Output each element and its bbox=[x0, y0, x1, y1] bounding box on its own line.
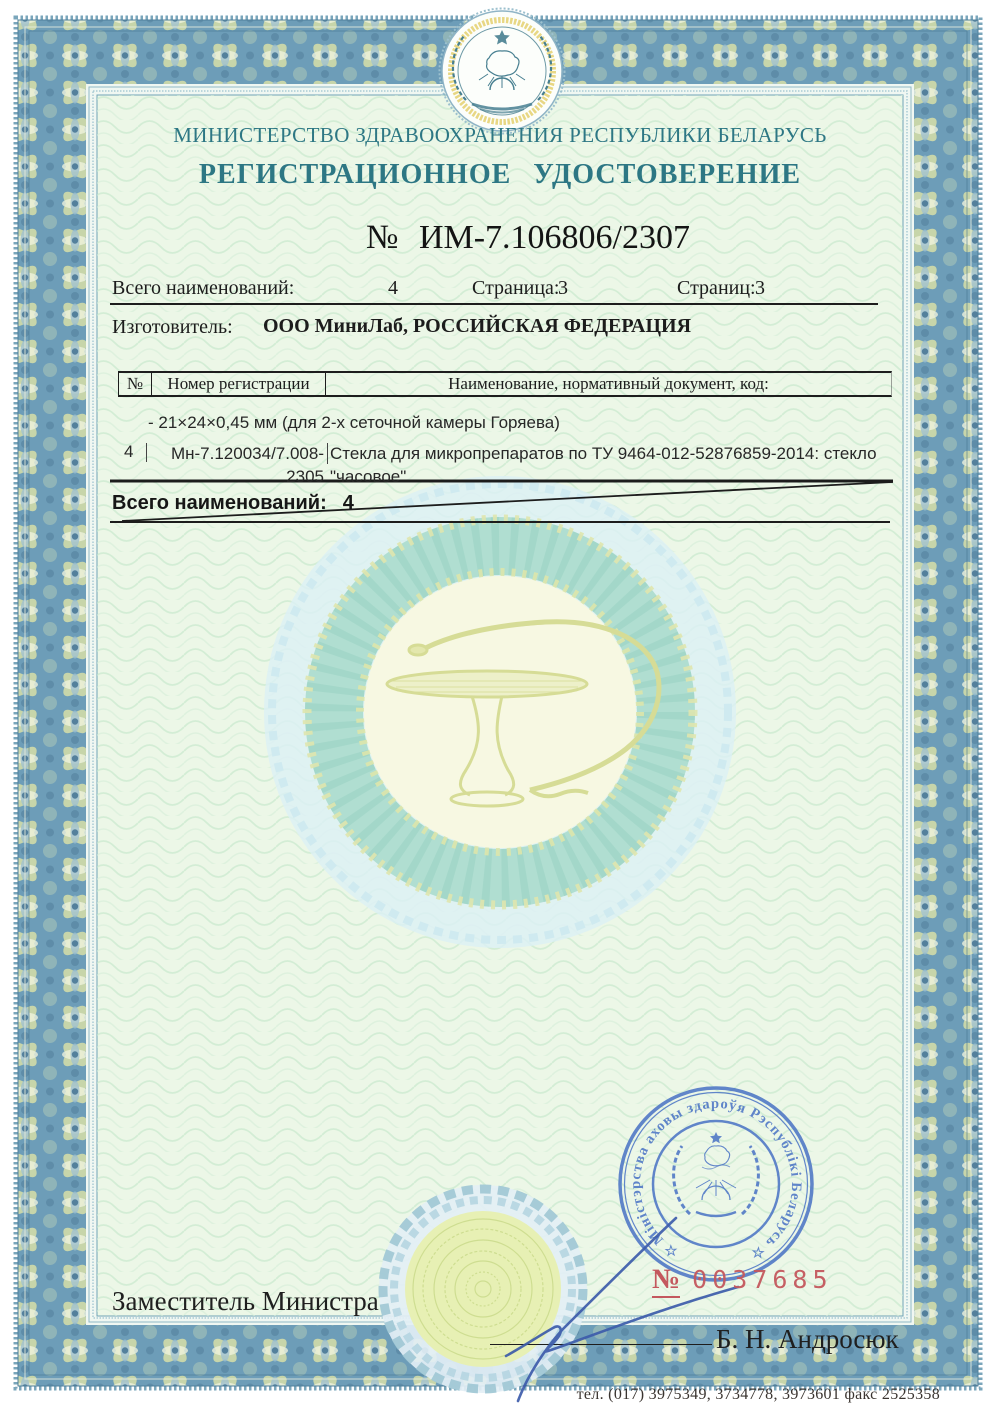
pages-value: 3 bbox=[755, 277, 765, 299]
signer-name: Б. Н. Андросюк bbox=[716, 1324, 899, 1354]
certificate-title: РЕГИСТРАЦИОННОЕ УДОСТОВЕРЕНИЕ bbox=[198, 159, 802, 190]
serial-number bbox=[652, 1264, 833, 1296]
total-names-label: Всего наименований: bbox=[112, 277, 295, 299]
signer-title: Заместитель Министра bbox=[112, 1286, 379, 1316]
column-header-registration: Номер регистрации bbox=[152, 373, 326, 395]
footer-contacts: тел. (017) 3975349, 3734778, 3973601 факс 2525358 bbox=[576, 1386, 940, 1403]
total-names-value: 4 bbox=[388, 277, 398, 299]
summary-total-value: 4 bbox=[342, 492, 354, 514]
registration-line1: Мн-7.120034/7.008- bbox=[170, 444, 324, 463]
column-header-number: № bbox=[119, 373, 152, 395]
cell-divider bbox=[327, 443, 328, 464]
table-row-registration bbox=[148, 442, 324, 488]
certificate-number: № ИМ-7.106806/2307 bbox=[366, 219, 690, 256]
table-row-number: 4 bbox=[124, 442, 134, 461]
manufacturer-label: Изготовитель: bbox=[112, 316, 233, 338]
table-row-continuation: - 21×24×0,45 мм (для 2-х сеточной камеры Горяева) bbox=[148, 413, 560, 432]
registration-line2: 2305 bbox=[286, 467, 324, 486]
summary-total-label: Всего наименований: bbox=[112, 492, 327, 514]
stamp-text: ☆ Міністэрства аховы здароўя Рэспублікі Беларусь ☆ bbox=[627, 1095, 805, 1263]
serial-number-digits: 0037685 bbox=[692, 1265, 833, 1294]
table-row-name: Стекла для микропрепаратов по ТУ 9464-012-52876859-2014: стекло "часовое" bbox=[330, 444, 877, 486]
manufacturer-value: ООО МиниЛаб, РОССИЙСКАЯ ФЕДЕРАЦИЯ bbox=[263, 315, 692, 337]
pages-label: Страниц: bbox=[677, 277, 756, 299]
divider-line bbox=[110, 303, 878, 305]
column-header-name: Наименование, нормативный документ, код: bbox=[448, 374, 769, 393]
serial-number-prefix: № bbox=[652, 1264, 680, 1298]
ministry-header: МИНИСТЕРСТВО ЗДРАВООХРАНЕНИЯ РЕСПУБЛИКИ БЕЛАРУСЬ bbox=[173, 123, 827, 147]
signature-line bbox=[490, 1344, 712, 1345]
rosette-watermark-bottom bbox=[379, 1185, 587, 1393]
cell-divider bbox=[146, 443, 147, 462]
table-header bbox=[118, 371, 892, 397]
watermark-center-rosette bbox=[264, 476, 736, 948]
page-label: Страница: bbox=[472, 277, 560, 299]
summary-total bbox=[112, 492, 354, 515]
page-value: 3 bbox=[558, 277, 568, 299]
